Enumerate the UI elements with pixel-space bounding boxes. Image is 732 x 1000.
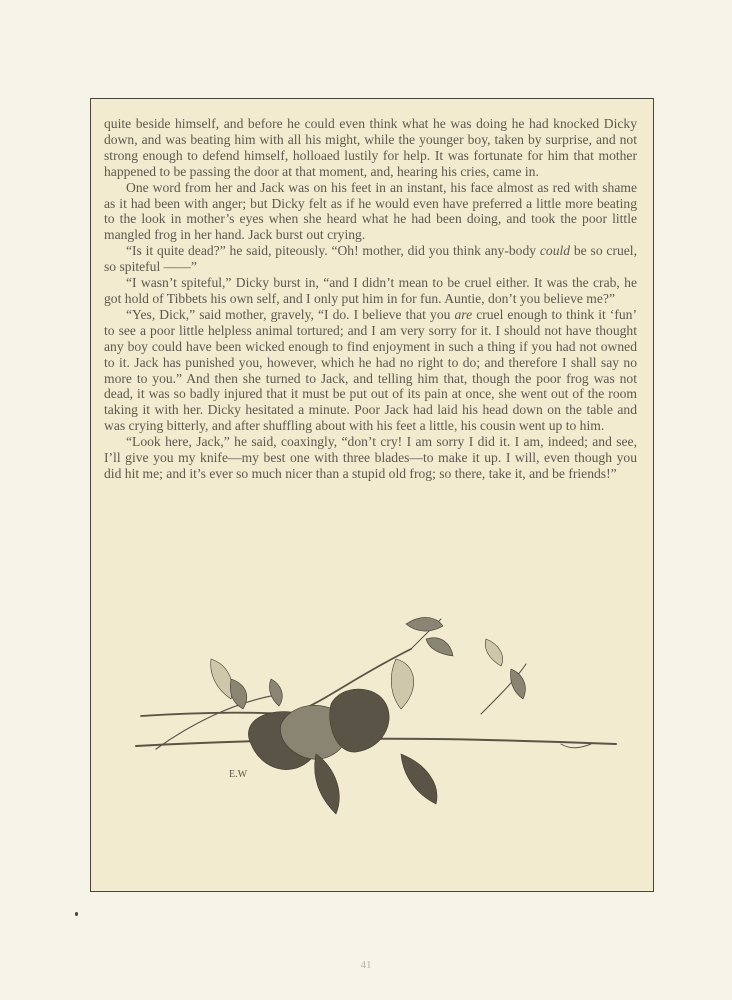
leaf-13 bbox=[269, 679, 282, 706]
paragraph-5: “Yes, Dick,” said mother, gravely, “I do. I believe that you are cruel enough to think it ‘fun’ to see a poor little helpless animal tortured; and I am very sorry for it. I should not have thought any boy could have been wicked enough to find enjoyment in such a thing if you had not owned to it. Jack has punished you, however, which he had no right to do; and therefore I shall say no more to you.” And then she turned to Jack, and telling him that, though the poor frog was not dead, it was so badly injured that it must be put out of its pain at once, she went out of the room taking it with her. Dicky hesitated a minute. Poor Jack had laid his head down on the table and was crying bitterly, and after shuffling about with his feet a little, his cousin went up to him. bbox=[104, 306, 637, 434]
branch-illustration bbox=[131, 604, 631, 854]
leaf-3 bbox=[330, 689, 389, 752]
illustration-signature: E.W bbox=[229, 769, 248, 780]
leaf-11 bbox=[511, 669, 526, 699]
paragraph-3: “Is it quite dead?” he said, piteously. “Oh! mother, did you think any-body could be so cruel, so spiteful ——” bbox=[104, 243, 637, 275]
leaf-10 bbox=[230, 679, 246, 709]
leaf-8 bbox=[426, 638, 453, 656]
leaf-4 bbox=[315, 754, 340, 814]
page-number: 41 bbox=[360, 959, 372, 971]
paragraph-6: “Look here, Jack,” he said, coaxingly, “don’t cry! I am sorry I did it. I am, indeed; and see, I’ll give you my knife—my best one with three blades—to make it up. I will, even though you did hit me; and it’s ever so much nicer than a stupid old frog; so there, take it, and be friends!” bbox=[104, 434, 637, 481]
leaf-5 bbox=[401, 754, 437, 804]
leaf-7 bbox=[406, 617, 443, 631]
leaf-12 bbox=[485, 639, 502, 666]
ink-spot bbox=[75, 912, 78, 916]
text-frame bbox=[90, 98, 654, 892]
leaf-6 bbox=[391, 659, 413, 709]
body-text bbox=[104, 116, 637, 482]
paragraph-1: quite beside himself, and before he could even think what he was doing he had knocked Dicky down, and was beating him with all his might, while the younger boy, taken by surprise, and not strong enough to defend himself, holloaed lustily for help. It was fortunate for him that mother happened to be passing the door at that moment, and, hearing his cries, came in. bbox=[104, 116, 637, 179]
leaf-9 bbox=[211, 659, 233, 699]
paragraph-4: “I wasn’t spiteful,” Dicky burst in, “and I didn’t mean to be cruel either. It was the crab, he got hold of Tibbets his own self, and I only put him in for fun. Auntie, don’t you believe me?” bbox=[104, 275, 637, 306]
branch-twig-end bbox=[561, 744, 591, 748]
paragraph-2: One word from her and Jack was on his feet in an instant, his face almost as red with shame as it had been with anger; but Dicky felt as if he would even have preferred a little more beating to the look in mother’s eyes when she heard what he had been doing, and took the poor little mangled frog in her hand. Jack burst out crying. bbox=[104, 179, 637, 243]
